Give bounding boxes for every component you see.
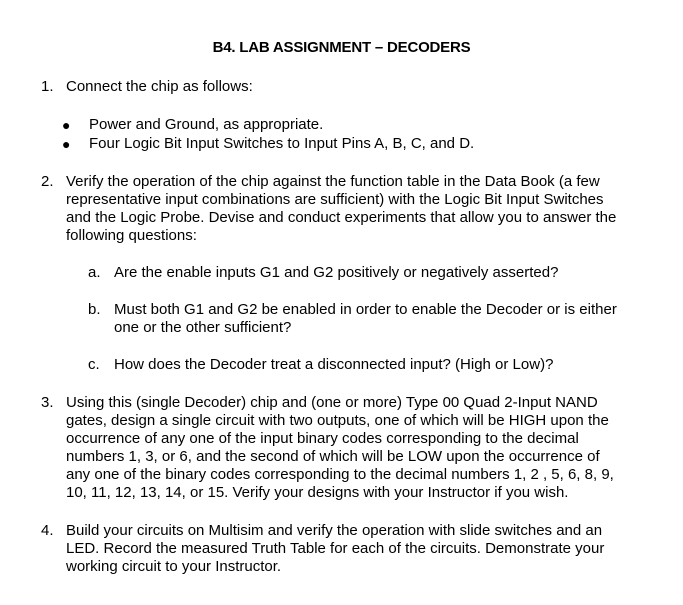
subitem-line: Are the enable inputs G1 and G2 positively or negatively asserted? xyxy=(114,264,559,281)
item-line: numbers 1, 3, or 6, and the second of which will be LOW upon the occurrence of xyxy=(66,448,600,465)
bullet-icon: ● xyxy=(62,136,71,152)
item-line: following questions: xyxy=(66,227,197,244)
item-line: working circuit to your Instructor. xyxy=(66,558,282,575)
subitem-letter: c. xyxy=(88,356,100,373)
item-number: 4. xyxy=(41,522,54,539)
item-line: Using this (single Decoder) chip and (one or more) Type 00 Quad 2-Input NAND xyxy=(66,394,598,411)
item-line: Build your circuits on Multisim and verify the operation with slide switches and an xyxy=(66,522,603,539)
page-title: B4. LAB ASSIGNMENT – DECODERS xyxy=(212,39,471,56)
item-line: occurrence of any one of the input binary codes corresponding to the decimal xyxy=(66,430,579,447)
item-line: representative input combinations are sufficient) with the Logic Bit Input Switches xyxy=(66,191,604,208)
item-text: Connect the chip as follows: xyxy=(66,78,253,95)
subitem-line: How does the Decoder treat a disconnected input? (High or Low)? xyxy=(114,356,554,373)
subitem-letter: a. xyxy=(88,264,101,281)
subitem-line: Must both G1 and G2 be enabled in order to enable the Decoder or is either xyxy=(114,301,617,318)
item-line: 10, 11, 12, 13, 14, or 15. Verify your designs with your Instructor if you wish. xyxy=(66,484,569,501)
item-number: 1. xyxy=(41,78,54,95)
item-number: 3. xyxy=(41,394,54,411)
bullet-text: Four Logic Bit Input Switches to Input Pins A, B, C, and D. xyxy=(89,135,475,152)
subitem-letter: b. xyxy=(88,301,101,318)
bullet-text: Power and Ground, as appropriate. xyxy=(89,116,324,133)
subitem-line: one or the other sufficient? xyxy=(114,319,292,336)
item-line: and the Logic Probe. Devise and conduct experiments that allow you to answer the xyxy=(66,209,617,226)
item-line: gates, design a single circuit with two outputs, one of which will be HIGH upon the xyxy=(66,412,609,429)
item-line: Verify the operation of the chip against the function table in the Data Book (a few xyxy=(66,173,600,190)
bullet-icon: ● xyxy=(62,117,71,133)
item-line: LED. Record the measured Truth Table for each of the circuits. Demonstrate your xyxy=(66,540,605,557)
item-line: any one of the binary codes corresponding to the decimal numbers 1, 2 , 5, 6, 8, 9, xyxy=(66,466,614,483)
item-number: 2. xyxy=(41,173,54,190)
